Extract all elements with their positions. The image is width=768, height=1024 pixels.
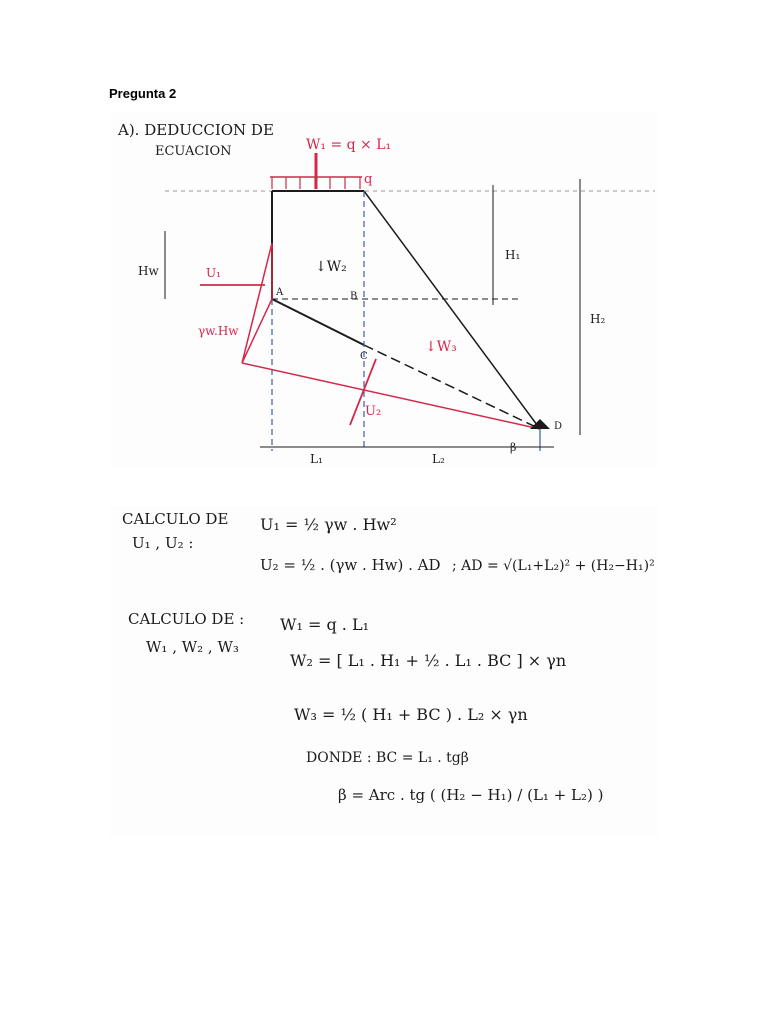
calc-u-title-2: U₁ , U₂ : xyxy=(132,534,194,552)
u1-equation: U₁ = ½ γw . Hw² xyxy=(260,515,397,534)
w1-equation: W₁ = q . L₁ xyxy=(280,615,369,634)
calc-w-title-2: W₁ , W₂ , W₃ xyxy=(146,638,239,656)
point-a-label: A xyxy=(276,287,284,298)
line-c-d xyxy=(364,345,540,429)
w2-equation: W₂ = [ L₁ . H₁ + ½ . L₁ . BC ] × γn xyxy=(290,651,567,670)
equations-panel xyxy=(110,506,658,837)
ad-equation: ; AD = √(L₁+L₂)² + (H₂−H₁)² xyxy=(452,558,655,574)
diagram-panel xyxy=(110,113,658,468)
wall-slope-face xyxy=(364,191,540,429)
u1-label: U₁ xyxy=(206,266,221,280)
diagram-svg xyxy=(110,113,658,468)
section-title-line-1: A). DEDUCCION DE xyxy=(118,121,274,139)
u2-label: U₂ xyxy=(365,404,382,419)
section-title-line-2: ECUACION xyxy=(155,144,232,159)
l1-label: L₁ xyxy=(310,452,323,466)
equations-svg xyxy=(110,506,658,837)
donde-equation: DONDE : BC = L₁ . tgβ xyxy=(306,750,469,766)
l2-label: L₂ xyxy=(432,452,445,466)
w2-label: ↓W₂ xyxy=(315,259,347,275)
u2-equation: U₂ = ½ . (γw . Hw) . AD xyxy=(260,556,441,574)
beta-label: β xyxy=(510,441,517,454)
gamma-hw-label: γw.Hw xyxy=(198,324,239,338)
hw-label: Hw xyxy=(138,264,159,278)
h2-label: H₂ xyxy=(590,312,606,326)
h1-label: H₁ xyxy=(505,248,521,262)
w3-label: ↓W₃ xyxy=(425,339,457,355)
w1-label: W₁ = q × L₁ xyxy=(306,137,392,153)
point-c-label: C xyxy=(360,351,368,362)
page-heading: Pregunta 2 xyxy=(109,86,177,101)
calc-u-title-1: CALCULO DE xyxy=(122,510,229,528)
point-d-label: D xyxy=(554,421,563,432)
calc-w-title-1: CALCULO DE : xyxy=(128,610,245,628)
pressure-diagram-left xyxy=(242,243,272,363)
pressure-diagram-base xyxy=(242,363,540,429)
line-a-c xyxy=(272,299,364,345)
w3-equation: W₃ = ½ ( H₁ + BC ) . L₂ × γn xyxy=(294,705,528,724)
point-b-label: B xyxy=(350,291,358,302)
beta-equation: β = Arc . tg ( (H₂ − H₁) / (L₁ + L₂) ) xyxy=(338,786,604,804)
q-label: q xyxy=(364,172,373,187)
